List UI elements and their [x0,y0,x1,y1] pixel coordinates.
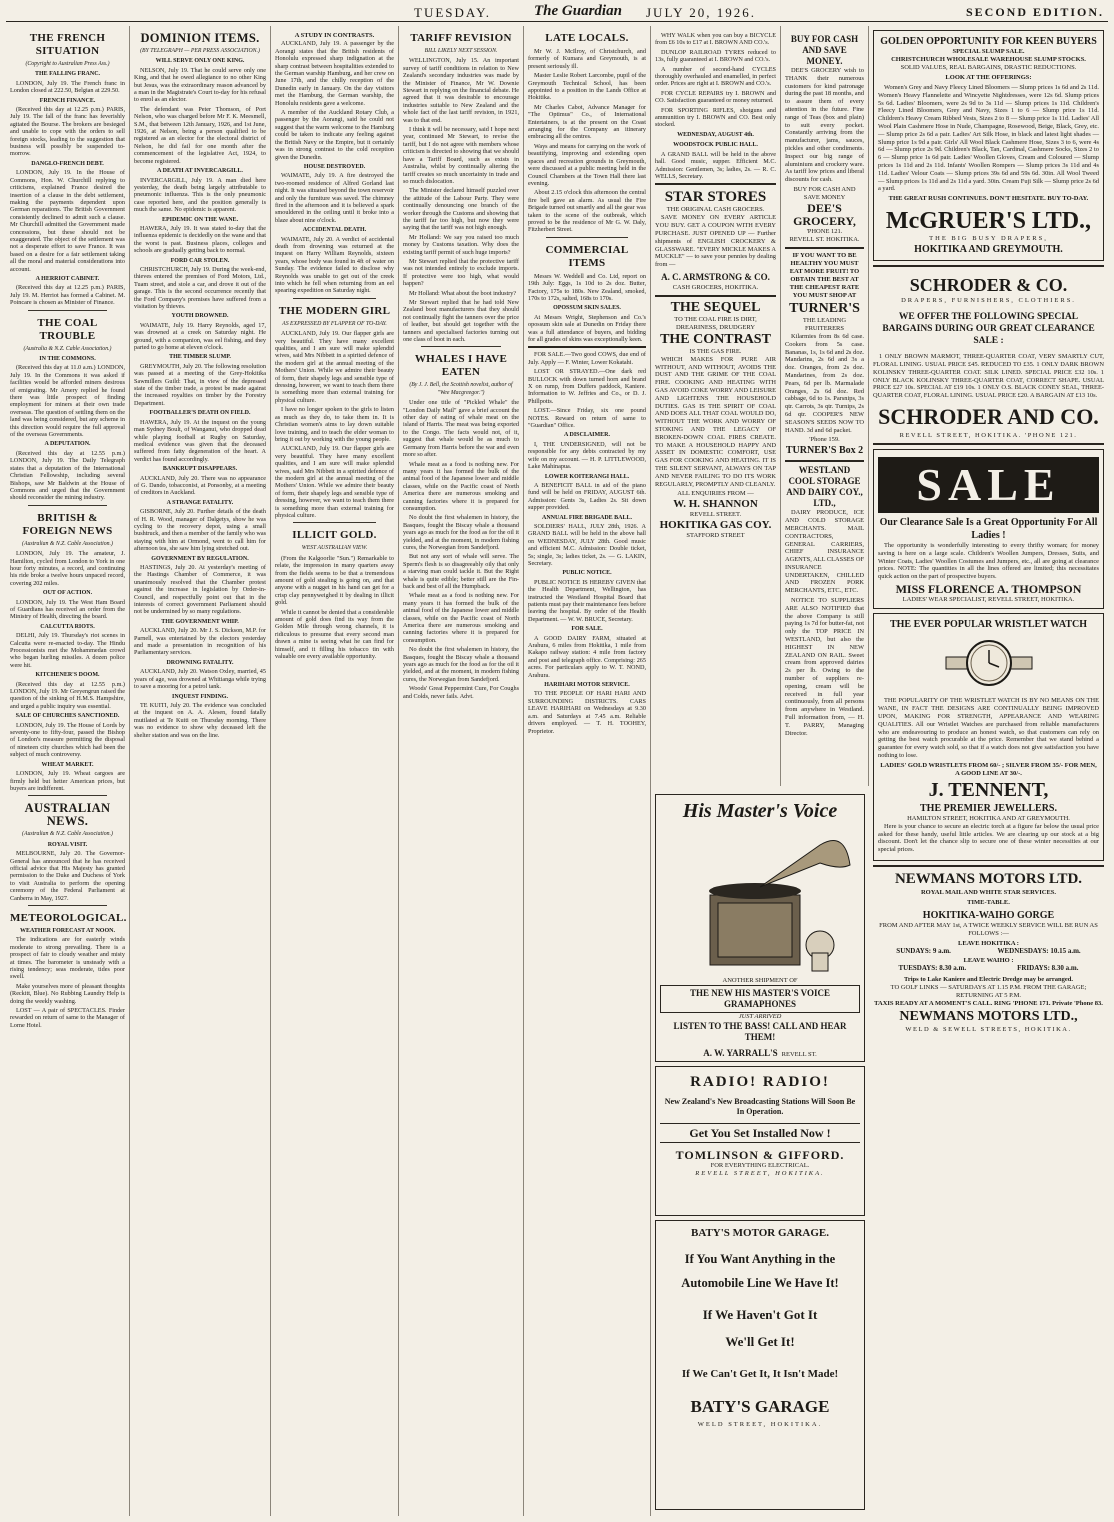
article-text: WAIMATE, July 19. A fire destroyed the two-roomed residence of Alfred Gorland last night. It was situated beyond the town reservoir and only the furniture was saved. The chimney fired in the afternoon and it is believed a spark smouldered in the ceiling until it broke into a blaze about nine o'clock. [275,172,394,224]
wristwatch-icon [944,635,1034,691]
subhead: THE GOVERNMENT WHIP. [161,618,239,625]
article-text: Mr W. J. McIlroy, of Christchurch, and formerly of Kumara and Greymouth, is at present seriously ill. [528,48,646,70]
baty-title: BATY'S MOTOR GARAGE. [690,1227,830,1239]
masthead-date: JULY 20, 1926. [646,5,756,20]
clearance-sale-advert [873,449,1104,609]
article-text: But not any sort of whale will serve. The Sperm's flesh is so disagreeably oily that only a starving man could tackle it. But the Right whale is quite edible; better still are the Fin-back and best of all the Humpback. [403,553,519,590]
classified-ad: LOST — A pair of SPECTACLES. Finder rewarded on return of same to the Manager of Lorne Hotel. [10,1007,125,1029]
mcgruer-location: HOKITIKA AND GREYMOUTH. [914,244,1063,256]
classified-ad: PUBLIC NOTICE IS HEREBY GIVEN that the Health Department, Wellington, has instructed the Westland Hospital Board that patients must pay their maintenance fees before leaving the hospital. By order of the Health Department. — W. W. BRUCE, Secretary. [528,578,646,623]
column-3 [271,26,399,1516]
golf-note: TO GOLF LINKS — SATURDAYS AT 1.15 P.M. FROM THE GARAGE; RETURNING AT 5 P.M. [890,983,1087,999]
article-text: A member of the Auckland Rotary Club, a passenger by the Aorangi, said he could not suggest that the warm welcome to the Hamburg could be taken to indicate any feeling against the British Navy or the Empire, but it certainly was in strong contrast to the cold reception given the Dunedin. [275,109,394,161]
divider [421,346,501,347]
article-text: HASTINGS, July 20. At yesterday's meeting of the Hastings Chamber of Commerce, it was unanimously resolved that the Chamber protest against the increase in legislation by Order-in-Council, and respectfully point out that in the interests of correct government Parliament should not be undermined by so many regulations. [134,564,266,616]
column-5 [524,26,651,1516]
subhead: ACCIDENTAL DEATH. [302,227,367,234]
article-text: AUCKLAND, July 20. Mr J. S. Dickson, M.P. for Parnell, was entertained by the electors yesterday and made a presentation in recognition of his Parliamentary services. [134,627,266,657]
divider [655,183,776,185]
divider [28,905,107,906]
article-text: AUCKLAND, July 20. Watson Oxley, married, 45 years of age, was drowned at Whitianga while trying to save a mooring for a petrol tank. [134,668,266,691]
byline: (Australian & N.Z. Cable Association.) [22,831,113,838]
classified-ad: FOR SPORTING RIFLES, shotguns and ammunition try I. BROWN and CO. Best only stocked. [655,106,776,129]
timetable-row [873,948,1104,955]
subhead: A DEPUTATION. [44,441,91,448]
divider [785,247,864,249]
baty-line3: If We Haven't Got It [702,1307,818,1322]
byline: (Australian & N.Z. Cable Association.) [22,540,113,547]
subhead: CALCUTTA RIOTS. [40,623,95,630]
classified-ad: TO THE PEOPLE OF HARI HARI AND SURROUNDING DISTRICTS. CARS LEAVE HARIHARI on Wednesdays at 9.30 a.m. and Saturdays at 7.45 a.m. Reliable drivers employed. — T. H. TOOHEY, Proprietor. [528,690,646,735]
classified-ad: A BENEFICIT BALL in aid of the piano fund will be held on FRIDAY, AUGUST 6th. Admission: Gents 3s, Ladies 2s. Sit down supper provided. [528,481,646,512]
sale-name: MISS FLORENCE A. THOMPSON [895,581,1082,596]
subhead: WEATHER FORECAST AT NOON. [20,927,115,934]
dee-body: DEE'S GROCERY wish to THANK their numerous customers for kind patronage during the past 18 months, and to assure them of every attention in the future. Fine range of Teas (box and plain) to suit every pocket. Constantly arriving from the manufacturer, jams, sauces, pickles and other condiments. Inspect our big range of aluminium and crockery ware. As tariff low prices and liberal discounts for cash. [785,67,864,184]
article-text: (From the Kalgoorlie "Sun.") Remarkable to relate, the impression in many quarters away from the fields seems to be that a tremendous amount of gold stealing is going on, and that anyone with a nugget in his hand can get for a crisp clay pennyweighed it by dealing in illicit gold. [275,554,394,607]
article-text: Whale meat as a food is nothing new. For many years it has formed the bulk of the animal food of the Japanese lower and middle classes, while on the Pacific coast of North America there are numerous smoking and canning factories where it is prepared for consumption. [403,592,519,644]
divider [293,298,376,299]
article-text: (Received this day at 12.55 p.m.) LONDON, July 19. Mr Greyengrun raised the question of the sinking of H.M.S. Hampshire, and urged a public inquiry was essential. [10,680,125,710]
column-4 [399,26,524,1516]
watch-illustration [878,635,1099,693]
radio-line: FOR EVERYTHING ELECTRICAL. [710,1162,810,1169]
article-text: LONDON, July 19. In the House of Commons, Hon. W. Churchill replying to criticisms, explained France desired the insertion of a clause in the debt settlement, making the payments dependent upon German reparations. The British Government consistently declined to admit such a clause. Mr Churchill admitted the Government made concessions, but these should not be exaggerated. The object of the settlement was not a desperate effort to save France. It was based on a desire for a fair settlement taking all the moral and material considerations into account. [10,169,125,273]
timetable-row [873,965,1104,972]
hmv-owner: A. W. YARRALL'S [703,1048,778,1058]
headline-australian-news: AUSTRALIAN NEWS. [24,801,111,829]
headline-dominion-items: DOMINION ITEMS. [140,31,260,45]
headline-french-situation: THE FRENCH SITUATION [29,32,106,57]
subhead: YOUTH DROWNED. [171,313,229,320]
baty-line2: Automobile Line We Have It! [681,1276,839,1290]
article-text: WELLINGTON, July 15. An important survey of tariff conditions in relation to New Zealand's secondary industries was made by the Minister of Finance, Mr W. Downie Stewart in replying on the financial debate. He agreed that it was desirable to encourage industries suitable to New Zealand and the whole fact of the last tariff revision, in 1921, was to that end. [403,57,519,124]
newmans-subtitle: ROYAL MAIL AND WHITE STAR SERVICES. [920,888,1057,896]
taxis-note: TAXIS READY AT A MOMENT'S CALL. RING 'PHONE 171. Private 'Phone 83. [874,999,1103,1007]
schroder-street: REVELL STREET, HOKITIKA. 'PHONE 121. [899,431,1078,439]
byline: (Australia & N.Z. Cable Association.) [23,345,112,352]
tennent-subtitle: THE PREMIER JEWELLERS. [920,802,1057,814]
newmans-timetable: TIME-TABLE. [967,898,1010,906]
headline-late-locals: LATE LOCALS. [545,32,629,44]
day-label: WEDNESDAYS: [997,946,1049,955]
article-text: I think it will be necessary, said I hope next year, continued Mr Stewart, to revise the tariff, but I do not agree with members whose criticism is directed to showing that we should have a Tariff Board, such as exists in Australia, whilst by continually altering the tariff creates so much uncertainty in trade and so much dislocation. [403,126,519,185]
radio-title: RADIO! RADIO! [690,1074,830,1090]
headline-commercial-items: COMMERCIAL ITEMS [545,243,629,269]
byline: (BY TELEGRAPH — PER PRESS ASSOCIATION.) [140,48,260,54]
classified-ad: A GOOD DAIRY FARM, situated at Arahura, 6 miles from Hokitika, 1 mile from Kakapo railway station: 4 mile from factory and post and telegraph office. Comprising: 265 acres. For particulars apply to W. T. NOND, Arahura. [528,634,646,679]
article-text: DELHI, July 19. Thursday's riot scenes in Calcutta were re-enacted to-day. The Hindu Processionists met the Mohammedan crowd who began hurling missiles. A dozen police were hit. [10,632,125,669]
lower-advert-block [655,790,865,1514]
subhead: FORD CAR STOLEN. [170,257,230,264]
hmv-street: REVELL ST. [781,1051,817,1058]
time-label: 10.15 a.m. [1050,946,1081,955]
article-text: LONDON, July 19. The House of Lords by seventy-one to fifty-four, passed the Bishop of London's measure permitting the disposal of nineteen city churches which had been the subject of much controversy. [10,721,125,759]
timetable-cell [898,965,966,972]
byline: AS EXPRESSED BY FLAPPER OF TO-DAY. [282,320,387,327]
westland-notice: NOTICE TO SUPPLIERS ARE ALSO NOTIFIED that the above Company is still paying 1s 7d for butter-fat, not only the TOP PRICE IN WESTLAND, but also the HIGHEST IN NEW ZEALAND ON RAIL. Sweet cream from approved dairies 2s per lb. Owing to the number of suppliers re-opening, cream will be received in full year continuously, from all persons from anywhere in Westland. Full information from, — H. T. PARRY, Managing Director. [785,597,864,737]
time-label: 8.30 a.m. [1051,964,1079,973]
baty-street: WELD STREET, HOKITIKA. [697,1421,823,1428]
hmv-owner-line [660,1043,860,1061]
hmv-line2: JUST ARRIVED [738,1013,782,1020]
subhead: DANGLO-FRENCH DEBT. [31,160,104,167]
article-text: GISBORNE, July 20. Further details of the death of H. R. Wood, manager of Dalgetys, show he was cycling to the recovery depot, using a small bushtruck, and then a member of the family who was staying with him at Ormond, went to call him for afternoon tea, she saw him lying stretched out. [134,508,266,553]
leave-hokitika: LEAVE HOKITIKA : [958,939,1019,947]
baty-line1: If You Want Anything in the [684,1252,836,1266]
article-text: No doubt the first whalemen in history, the Basques, fought the Biscay whale a thousand years ago as much for the food as for the oil it yielded, and at the moment, in modern fishing cures, the Norwegian from Sandefjord. [403,646,519,683]
divider [873,265,1104,267]
hmv-title: THE NEW HIS MASTER'S VOICE GRAMAPHONES [660,985,860,1013]
baty-advert [655,1220,865,1510]
article-text: (Received this day at 12.25 p.m.) PARIS, July 19. M. Herriot has formed a Cabinet. M. Poincare is chosen as Minister of Finance. [10,284,125,307]
classified-ad: I, THE UNDERSIGNED, will not be responsible for any debts contracted by my wife on my account. — H. P. LITTLEWOOD, Lake Mahinapua. [528,440,646,471]
star-stores-body: SAVE MONEY ON EVERY ARTICLE YOU BUY. GET A COUPON WITH EVERY PURCHASE. JUST OPENED UP — Further shipments of ENGLISH CROCKERY & GLASSWARE. "EVERY MICKLE MAKES A MUCKLE" — to save your pennies by dealing from — [655,214,776,269]
divider [28,310,107,311]
leave-waiho: LEAVE WAIHO : [963,957,1014,965]
article-text: No doubt the first whalemen in history, the Basques, fought the Biscay whale a thousand years ago as much for the food as for the oil it yielded, and at the moment, in modern fishing cures, the Norwegian from Sandefjord. [403,514,519,551]
gorge-title: HOKITIKA-WAIHO GORGE [922,909,1055,921]
newmans-title: NEWMANS MOTORS LTD. [894,870,1083,887]
article-text: MELBOURNE, July 20. The Governor-General has announced that he has received official advice that His Majesty has granted permission to the Duke and Duchess of York to visit Australia to perform the opening ceremony of the Federal Parliament at Canberra in May, 1927. [10,850,125,902]
article-text: Master Leslie Robert Larcombe, pupil of the Greymouth Technical School, has been appointed to a position in the Lands Office at Hokitika. [528,72,646,102]
divider [655,295,776,297]
gramophone-illustration [670,825,850,975]
dee-cta: BUY FOR CASH AND SAVE MONEY [793,185,856,201]
turner-subtitle: THE LEADING FRUITERERS [802,316,847,332]
baty-line5: If We Can't Get It, It Isn't Made! [681,1368,839,1380]
divider [873,865,1104,867]
ad-heading: LOWER KOITERANGI HALL. [544,473,630,480]
schroder-subtitle: DRAPERS, FURNISHERS, CLOTHIERS. [901,297,1076,305]
sequel-title: THE SEQUEL [670,299,761,315]
sale-subtitle: Our Clearance Sale Is a Great Opportunity For All Ladies ! [879,516,1098,541]
hmv-line1: ANOTHER SHIPMENT OF [722,977,798,984]
headline-coal-trouble: THE COAL TROUBLE [37,316,98,342]
subhead: HOUSE DESTROYED. [303,163,366,170]
golden-subtitle3: SOLID VALUES, REAL BARGAINS, DRASTIC REDUCTIONS. [900,64,1077,71]
turner-intro: IF YOU WANT TO BE HEALTHY YOU MUST EAT MORE FRUIT! TO OBTAIN THE BEST AT THE CHEAPEST RATE YOU MUST SHOP AT [789,251,860,299]
star-stores-subtitle: THE ORIGINAL CASH GROCERS. [666,206,765,214]
mcgruer-subtitle: THE BIG BUSY DRAPERS, [929,235,1048,243]
byline: (By J. J. Bell, the Scottish novelist, author of "Wee Macgreegor.") [409,382,513,396]
column-8 [869,26,1108,1516]
classified-ad: WHY WALK when you can buy a BICYCLE from £6 10s to £17 at I. BROWN AND CO.'s. [655,32,776,47]
byline: BILL LIKELY NEXT SESSION. [424,48,498,54]
gorge-subtitle: FROM AND AFTER MAY 1st, A TWICE WEEKLY SERVICE WILL BE RUN AS FOLLOWS :— [879,921,1098,937]
watch-prices: LADIES' GOLD WRISTLETS FROM 60/- ; SILVER FROM 35/- FOR MEN, A GOOD LINE AT 30/-. [880,761,1097,777]
golden-subtitle2: CHRISTCHURCH WHOLESALE WAREHOUSE SLUMP STOCKS. [891,56,1086,63]
subhead: DROWNING FATALITY. [166,659,234,666]
baty-name: BATY'S GARAGE [690,1397,830,1416]
headline-modern-girl: THE MODERN GIRL [278,304,391,317]
radio-subtitle: New Zealand's New Broadcasting Stations Will Soon Be In Operation. [664,1097,856,1116]
masthead-edition: SECOND EDITION. [965,5,1104,19]
radio-street: REVELL STREET, HOKITIKA. [695,1170,825,1177]
contrast-subtitle: IS THE GAS FIRE. [689,347,742,355]
divider [293,522,376,523]
subhead: THE FALLING FRANC. [34,71,101,78]
article-text: (Received this day at 11.0 a.m.) LONDON, July 19. In the Commons it was asked if facilities would be afforded miners desirous of emigrating. Mr Amery replied he found there was little prospect of finding employment for miners at their own trade overseas. The question of settling them on the land was being considered, but any scheme in this direction would require the full approval of the overseas Governments. [10,364,125,439]
radio-advert [655,1066,865,1216]
dee-phone: 'PHONE 121. [806,227,843,235]
schroder-items: 1 ONLY BROWN MARMOT, THREE-QUARTER COAT, VERY SMARTLY CUT, FLORAL LINING. USUAL PRICE £45. REDUCED TO £35. 1 ONLY DARK BROWN KOLINSKY THREE-QUARTER COAT. SILK LINED. SPECIAL PRICE £32 10s. 1 ONLY BLACK KOLINSKY THREE-QUARTER COAT, CORRECT SHAPE. USUAL PRICE £27 10s. SPECIAL AT £19 10s. 1 ONLY O.S. BLACK CONEY SEAL, THREE-QUARTER COAT, FLORAL LINING. USUAL PRICE £20. A BARGAIN AT £13 10s. [873,353,1104,400]
golden-look: LOOK AT THE OFFERINGS: [945,74,1032,81]
star-stores-footer: CASH GROCERS, HOKITIKA. [672,283,759,291]
article-text: CHRISTCHURCH, July 19. During the week-end, thieves entered the premises of Ford Motors, Ltd., Tuam street, and stole a car, and drove it out of the garage. This is the second occurrence recently that the Ford Company's premises have suffered from a visitation by thieves. [134,265,266,310]
article-text: Messrs W. Weddell and Co. Ltd, report on 19th July: Eggs, 1s 10d to 2s doz. Butter, Factory, 175s to 180s. New Zealand, smoked, 170s to 172s, salted, 168s to 170s. [528,272,646,302]
column-6 [651,26,781,786]
byline: (Copyright to Australian Press Ass.) [25,61,110,67]
subhead: BANKRUPT DISAPPEARS. [162,466,238,473]
subhead: A HERRIOT CABINET. [35,275,100,282]
ad-heading: HARIHARI MOTOR SERVICE. [544,682,630,689]
article-text: WAIMATE, July 19. Harry Reynolds, aged 17, was drowned at a creek on Saturday night. He ground, with a companion, was eel fishing, and they parted to go home at eleven o'clock. [134,321,266,352]
article-text: AUCKLAND, July 19. A passenger by the Aorangi states that the British residents of Honolulu expressed sharp indignation at the sharp contrast between hospitalities extended to the German warship Hamburg, and her crew on June 17th, and the chilly reception of the Dunedin early in January. On the day visitors met the Hamburg, the German warship, the Honolulu residents gave a welcome. [275,40,394,107]
article-text: The Minister declared himself puzzled over the attitude of the Labour Party. They were continually denouncing one branch of the worker through the Customs and showing that the tariff far too high, but now they were saying that the tariff was not high enough. [403,187,519,232]
headline-british-foreign: BRITISH & FOREIGN NEWS [22,511,113,537]
article-text: Mr Stewart replied that he had told New Zealand boot manufacturers that they should not continually fight the tanners over the price of leather, but should get together with the tanners and specialised factories turning out one class of boot in each. [403,299,519,344]
article-text: NELSON, July 19. That he could serve only one King, and that he owed allegiance to no other King but Jesus, was the extraordinary reason advanced by a man in the Magistrate's Court to-day for his refusal to enrol as an elector. [134,66,266,104]
advert-line: Woods' Great Peppermint Cure, For Coughs and Colds, never fails. Advt. [403,685,519,700]
article-text: Mr Charles Cabot, Advance Manager for "The Optimus" Co., of International Entertainers, is at the present on the Coast arranging for the Company an itinerary embracing all the centres. [528,103,646,141]
golden-subtitle: SPECIAL SLUMP SALE. [952,48,1025,55]
subhead: WHEAT MARKET. [41,761,94,768]
hmv-advert [655,794,865,1062]
divider [528,346,646,348]
star-stores-title: STAR STORES [664,189,767,206]
article-text: AUCKLAND, July 19. Our flapper girls are very beautiful. They have many excellent qualities, and I am sure will make splendid wives, said Mrs Nibbett in a spirited defence of the modern girl at the annual meeting of the Mothers' Union. While we admire their beauty of form, their shapely legs and sensible type of dressing, however, we want to teach them there is something more than external training for physical culture. [275,445,394,519]
classified-ad: FOR CYCLE REPAIRS try I. BROWN and CO. Satisfaction guaranteed or money returned. [655,89,776,105]
schroder-offer: WE OFFER THE FOLLOWING SPECIAL BARGAINS DURING OUR GREAT CLEARANCE SALE : [882,312,1095,347]
gas-advert-body: WHICH MAKES FOR PURE AIR WITHOUT, AND WITHOUT, AVOIDS THE DUST AND THE GRIME OF THE COAL FIRE. COOKING AND HEATING WITH GAS AVOID COKE WORRY AND LEISURE AND LIGHTENS THE HOUSEHOLD DUTIES. GAS IS THE SPIRIT OF COAL AND DOES ALL THAT COAL WOULD DO, WITHOUT THE WORK AND WORRY OF STOKING AND THE LEGACY OF BROKEN-DOWN COAL FIRES CREATE. TO MAKE A HOUSEHOLD HAPPY AND ASSET IN DOMESTIC COMFORT, USE GAS FOR COOKING AND HEATING. IT IS THE SILENT SERVANT, ALWAYS ON TAP AND NEVER FAILING TO DO ITS WORK REGULARLY, PROMPTLY AND CLEANLY. [655,355,776,488]
newmans-footer: NEWMANS MOTORS LTD., [899,1008,1078,1024]
gas-company-title: HOKITIKA GAS COY. [659,519,772,532]
article-text: I have no longer spoken to the girls to listen as much as they do, to take them in. It is Christian women's aims to lay down suitable love training, and to teach the elder woman to bring it out by working with the young people. [275,406,394,443]
turner-footer: TURNER'S Box 2 [785,445,864,457]
headline-tariff-revision: TARIFF REVISION [410,32,512,44]
dee-buy-title: BUY FOR CASH AND SAVE MONEY. [790,34,859,66]
golden-items: Women's Grey and Navy Fleecy Lined Bloomers — Slump prices 1s 6d and 2s 11d. Women's Heavy Flannelette and Wincyette Nightdresses, were 12s 6d. Slump prices 5s 6d. Ladies' Bloomers, were 2s 9d to 3s 11d — Slump prices 1s 11d. Children's Fleecy Lined Bloomers, Grey and Navy, Sizes 1 to 6 — Slump price 1s 11d. Children's Heavy Cream Ribbed Vests, Sizes 2 to 8 — Slump price 1s 11d. Ladies' All Wool Plain Cashmere Hose in Nude, Champagne, Rosewood, Beige, Black, Grey, etc. — Slump price 2s 6d a pair. Ladies' Art Silk Hose, in black and latest light shades — Slump price 1s 9d a pair. Girls' All Wool Black Cashmere Hose, Sizes 3 to 6, were 4s 6d — Slump price 2s 9d. Children's Black, Tan, Cardinal, Cashmere Socks, Sizes 2 to 6 — Slump price 1s 6d pair. Ladies' Woollen Gloves, Cream and Coloured — Slump prices 1s 11d and 2s 11d. Infants' Woollen Rompers — Slump prices 3s 11d and 4s 11d. Ladies' Velour Coats — Slump prices 39s 6d and 59s 6d. 30in. All Wool Tweed — Slump prices 1s 11d and 2s 11d a yard. 30in. Cream Fuji Silk — Slump price 2s 6d a yard. [878,84,1099,193]
westland-title: WESTLAND COOL STORAGE AND DAIRY COY., LTD., [786,465,863,509]
headline-whales: WHALES I HAVE EATEN [414,353,508,379]
headline-meteorological: METEOROLOGICAL. [10,911,127,924]
turner-items: Kilarmies from 8s 6d case. Cookers from 5s case. Bananas, 1s, 1s 6d and 2s doz. Mandarins, 2s 6d and 3s a doz. Oranges, from 2s doz. Mandarines, from 2s doz. Pears, 6d per lb. Marmalade Oranges, 2s 6d doz. Red cabbage, 6d to 1s. Parsnips, 3s qtr. Carrots, 3s qtr. Turnips, 2s 6d qtr. COOPER'S NEW SEASON'S SEEDS NOW TO HAND. 3d and 6d packet. [785,332,864,434]
dee-grocery-title: DEE'S GROCERY, [793,200,856,228]
article-text: HAWERA, July 19. At the inquest on the young man Sydney Boult, of Wanganui, who dropped dead while playing football at Rugby on Saturday, medical evidence was given that the deceased suffered from fatty degeneration of the heart. A verdict has found accordingly. [134,418,266,463]
subhead: WILL SERVE ONLY ONE KING. [155,58,245,65]
article-text: INVERCARGILL, July 19. A man died here yesterday, the death being largely attributable to pneumonic influenza. This is the only pneumonic case reported here, and the position generally is much the same. No epidemic is apparent. [134,176,266,214]
tennent-location: HAMILTON STREET, HOKITIKA AND AT GREYMOUTH. [907,814,1070,822]
watch-title: THE EVER POPULAR WRISTLET WATCH [889,618,1088,630]
article-text: The defendant was Peter Thomson, of Port Nelson, who was charged before Mr F. K. Meesmell, S.M., that between 12th January, 1926, and 1st June, 1926, at Nelson, being a person qualified to be registered as an elector for the electoral district of Nelson, he did fail for one month after the commencement of the legislative Act, 1924, to become registered. [134,105,266,165]
article-text: While it cannot be denied that a considerable amount of gold does find its way from the Golden Mile through wrong channels, it is ridiculous to presume that every second man drawn a mine is seeing what he can find for himself, and it filling his tobacco tin with valuable ore every available opportunity. [275,608,394,661]
article-text: (Received this day at 12.55 p.m.) LONDON, July 19. The Daily Telegraph states that a deputation of the International Christian Fellowship, including several Bishops, saw Mr Baldwin at the House of Commons and urged that the Government should reconsider the mining industry. [10,449,125,502]
divider [546,237,628,238]
classified-ad: SOLDIERS' HALL, JULY 28th, 1926. A GRAND BALL will be held in the above hall on WEDNESDAY, JULY 28th. Good music and efficient M.C. Admission: Double ticket, 5s; single, 3s; ladies ticket, 2s. — G. LAKIN, Secretary. [528,522,646,567]
subhead: SALE OF CHURCHES SANCTIONED. [15,713,120,720]
divider [28,795,107,796]
article-text: Make yourselves more of pleasant thoughts (Reckitt, Blue). No Rubbing Laundry Help is doing the weekly washing. [10,982,125,1005]
tennent-title: J. TENNENT, [928,778,1049,801]
subhead: INQUEST FINDING. [172,693,228,700]
masthead-title: The Guardian [534,3,622,19]
subhead: A STRANGE FATALITY. [166,499,234,506]
subhead: EPIDEMIC ON THE WANE. [161,216,239,223]
subhead: THE TIMBER SLUMP. [169,354,231,361]
article-text: Under one title of "Pickled Whale" the "London Daily Mail" gave a brief account the other day of eating of whale meat on the island of Harris. The meat was being exported to the Congo. The facts would not, of it, suggest that whale would be as much to Germany from Harris before the war and even more so after. [403,399,519,459]
classified-ad: A GRAND BALL will be held in the above hall. Good music, supper. Efficient M.C. Admission: Gentlemen, 3s; ladies, 2s. — R. C. WELLS, Secretary. [655,150,776,180]
article-text: LONDON, July 19. The amateur, J. Hamilton, cycled from London to York in one hour forty minutes, a record, and continuing his ride broke a twelve hours unpaced record, covering 202 miles. [10,550,125,587]
article-text: Ways and means for carrying on the work of beautifying, improving and extending open spaces and recreation grounds in Greymouth, were discussed at a public meeting held in the Council Chambers at the Town Hall there last evening. [528,142,646,187]
masthead-day: TUESDAY. [414,5,492,20]
subhead: OPOSSUM SKIN SALES. [553,305,621,312]
sale-footer: LADIES' WEAR SPECIALIST, REVELL STREET, HOKITIKA. [902,595,1075,603]
article-text: The indications are for easterly winds moderate to strong prevailing. There is a prospect of fair to cloudy weather and misty at times. The barometer is unsteady with a rising tendency; seas moderate, tides poor swell. [10,936,125,981]
column-7 [781,26,869,786]
article-text: About 2.15 o'clock this afternoon the central fire bell gave an alarm. As usual the Fire Brigade turned out smartly and all the gear was taken to the scene of the outbreak, which proved to be the residence of Mr G. W. Daly, Fitzherbert Street. [528,189,646,234]
schroder-title: SCHRODER & CO. [909,275,1068,296]
article-text: Mr Stewart replied that the protective tariff was not intended entirely to exclude imports. If protective were too high, what would happen? [403,257,519,288]
article-text: LONDON, July 19. The French franc in London closed at 222.50, Belgian at 229.50. [10,79,125,95]
column-1 [6,26,130,1516]
article-text: WAIMATE, July 20. A verdict of accidental death from drowning was returned at the inquest on Harry William Reynolds, sixteen years, whose body was found in 4ft of water on Sunday. The evidence failed to disclose why Reynolds was unable to get out of the creek into which he fell when returning from an eel spearing expedition on Saturday night. [275,235,394,295]
classified-ad: A number of second-hand CYCLES thoroughly overhauled and enamelled, in perfect order. Prices are right at I. BROWN and CO.'s. [655,65,776,88]
schroder-big-title: SCHRODER AND CO. [878,403,1099,429]
star-stores-owner: A. C. ARMSTRONG & CO. [661,271,770,282]
gramophone-icon [670,825,856,975]
article-text: LONDON, July 19. The West Ham Board of Guardians has received an order from the Ministry of Health, directing the board. [10,598,125,621]
newmans-street: WELD & SEWELL STREETS, HOKITIKA. [905,1025,1072,1033]
ad-heading: FOR SALE. [571,626,603,633]
subhead: FOOTBALLER'S DEATH ON FIELD. [149,410,251,417]
golden-footer: THE GREAT RUSH CONTINUES. DON'T HESITATE. BUY TO-DAY. [888,195,1089,203]
turner-title: TURNER'S [789,300,860,316]
article-text: HAWERA, July 19. It was stated to-day that the influenza epidemic is decidedly on the wane and that the worst is past. Business places, colleges and schools are gradually getting back to normal. [134,224,266,255]
article-text: Mr Holland: What about the boot industry? [409,289,517,297]
time-label: 9 a.m. [932,946,951,955]
sale-banner: SALE [878,457,1099,513]
divider [28,505,107,506]
classified-ad: LOST.—Since Friday, six one pound NOTES. Reward on return of same to "Guardian" Office. [528,407,646,430]
shannon-street: REVELL STREET. [689,511,742,519]
enquiries-label: ALL ENQUIRIES FROM — [677,490,754,498]
dee-street: REVELL ST. HOKITIKA. [789,235,860,243]
masthead [6,2,1108,22]
golden-opportunity-advert [873,30,1104,261]
ad-heading: PUBLIC NOTICE. [562,570,612,577]
turner-phone: 'Phone 159. [809,436,840,444]
day-label: FRIDAYS: [1017,964,1050,973]
subhead: OUT OF ACTION. [42,590,93,597]
day-label: TUESDAYS: [898,964,938,973]
subhead: FRENCH FINANCE. [39,97,96,104]
article-text: At Messrs Wright, Stephenson and Co.'s opossum skin sale at Dunedin on Friday there was a full attendance of buyers, and bidding for all grades of skins was exceptionally keen. [528,313,646,343]
time-label: 8.30 a.m. [939,964,967,973]
wristlet-watch-advert [873,613,1104,861]
ad-subheading: WOODSTOCK PUBLIC HALL. [673,142,758,149]
ad-heading: ANNUAL FIRE BRIGADE BALL. [541,514,632,521]
article-text: Mr Holland: We say you raised too much money by Customs taxation. Why does the existing tariff permit of such huge imports? [403,233,519,256]
classified-ad: DUNLOP RAILROAD TYRES reduced to 13s, fully guaranteed at I. BROWN and CO.'s. [655,48,776,64]
westland-body: DAIRY PRODUCE, ICE AND COLD STORAGE MERCHANTS. MAIL CONTRACTORS, GENERAL CARRIERS, CHIEF INSURANCE AGENTS, ALL CLASSES OF INSURANCE UNDERTAKEN, CHILLED AND FROZEN PORK MERCHANTS, ETC., ETC. [785,509,864,595]
trips-note: Trips to Lake Kaniere and Electric Dredge may be arranged. [904,975,1073,983]
classified-ad: LOST OR STRAYED.—One dark red BULLOCK with down turned horn and brand X on rump, from Duffers paddock, Kaniere. Information to W. Jeffries and Co., or D. J. Phillpotts. [528,368,646,405]
subhead: IN THE COMMONS. [39,356,96,362]
article-text: LONDON, July 19. Wheat cargoes are firmly held but hetter American prices, but buyers are indifferent. [10,770,125,792]
article-text: Whale meat as a food is nothing new. For many years it has formed the bulk of the animal food of the Japanese lower and middle classes, while on the Pacific coast of North America there are numerous smoking and canning factories where it is prepared for consumption. [403,460,519,512]
column-2 [130,26,271,1516]
divider [785,460,864,462]
article-text: AUCKLAND, July 19. Our flapper girls are very beautiful. They have many excellent qualities, and I am sure will make splendid wives, said Mrs Nibbett in a spirited defence of the modern girl at the annual meeting of the Mothers' Union. While we admire their beauty of form, their shapely legs and sensible type of dressing, however, we want to teach them there is something more than external training for physical culture. [275,330,394,404]
gas-company-street: STAFFORD STREET [686,532,745,540]
article-text: AUCKLAND, July 20. There was no appearance of G. Dando, tobacconist, at Ponsonby, at a meeting of creditors in Auckland. [134,474,266,497]
classified-ad: FOR SALE.—Two good COWS, due end of July. Apply — F. Winter, Lower Kokatahi. [528,351,646,366]
article-text: TE KUITI, July 20. The evidence was concluded at the inquest on A. A. Alesen, found fatally mutilated at Te Kuiti on Thursday morning. There was no evidence to show why deceased left the shelter station and was on the line. [134,701,266,739]
contrast-title: THE CONTRAST [660,331,771,347]
subhead: A DEATH AT INVERCARGILL. [157,168,243,175]
hmv-logo: His Master's Voice [682,800,838,822]
article-text: (Received this day at 12.25 p.m.) PARIS, July 19. The fall of the franc has feverishly agitated the Bourse. The brokers are besieged and unable to cope with the orders to sell foreign stocks, leading to the suggestion that business will possibly be suspended to-morrow. [10,106,125,158]
baty-line4: We'll Get It! [725,1334,795,1349]
subhead: GOVERNMENT BY REGULATION. [151,555,249,562]
hmv-line3: LISTEN TO THE BASS! CALL AND HEAR THEM! [673,1021,847,1042]
headline-study-contrasts: A STUDY IN CONTRASTS. [294,32,375,39]
timetable-cell [998,948,1081,955]
ad-heading: WEDNESDAY, AUGUST 4th. [677,131,754,138]
golden-title: GOLDEN OPPORTUNITY FOR KEEN BUYERS [880,36,1097,47]
mcgruer-title: McGRUER'S LTD., [885,208,1092,235]
day-label: SUNDAYS: [896,946,932,955]
divider [873,443,1104,445]
radio-owner: TOMLINSON & GIFFORD. [675,1148,845,1162]
article-text: GREYMOUTH, July 20. The following resolution was passed at a meeting of the Grey-Hokitika Sawmillers Guild: That, in view of the depressed state of the timber trade, a protest be made against the increased royalties on timber by the Forestry Department. [134,362,266,407]
subhead: ROYAL VISIT. [47,841,88,848]
sale-body: The opportunity is wonderfully interesting to every thrifty woman; for money saving is here on a large scale. Children's Woollen Jumpers, Dresses, Suits, and Winter Coats, Ladies' Woollen Costumes and Jumpers, etc., all are going at clearance prices. NOTE: The quantities in all the lines offered are limited; this necessitates quick action on the part of prospective buyers. [878,541,1099,581]
shannon-name: W. H. SHANNON [673,498,758,511]
timetable-cell [896,948,951,955]
tennent-body: Here is your chance to secure an electric torch at a figure far below the usual price asked for these handy, useful little articles. We are clearing up our stock at a big discount. Don't let the chance slip to secure one of these winter necessities at our special prices. [878,822,1099,854]
watch-body: THE POPULARITY OF THE WRISTLET WATCH IS BY NO MEANS ON THE WANE, IN FACT THE DESIGNS ARE CONTINUALLY BEING IMPROVED UPON, MAKING FOR STRENGTH, APPEARANCE AND WEARING QUALITIES. All our Wristlet Watches are purchased from reliable manufacturers who are endeavouring to produce an honest watch, so that customers can rely on getting the best watch procurable at the price. Remember that we stand behind a guarantee for every watch sold, so that if a watch does not give satisfaction you have nothing to lose. [878,697,1099,759]
headline-illicit-gold: ILLICIT GOLD. [292,529,377,542]
timetable-cell [1017,965,1078,972]
subhead: KITCHENER'S DOOM. [35,672,100,679]
sequel-subtitle: TO THE COAL FIRE IS DIRT, DREARINESS, DRUDGERY [674,315,757,331]
byline: WEST AUSTRALIAN VIEW. [301,545,368,552]
radio-cta: Get You Set Installed Now ! [660,1123,860,1143]
ad-heading: A DISCLAIMER. [563,432,610,439]
